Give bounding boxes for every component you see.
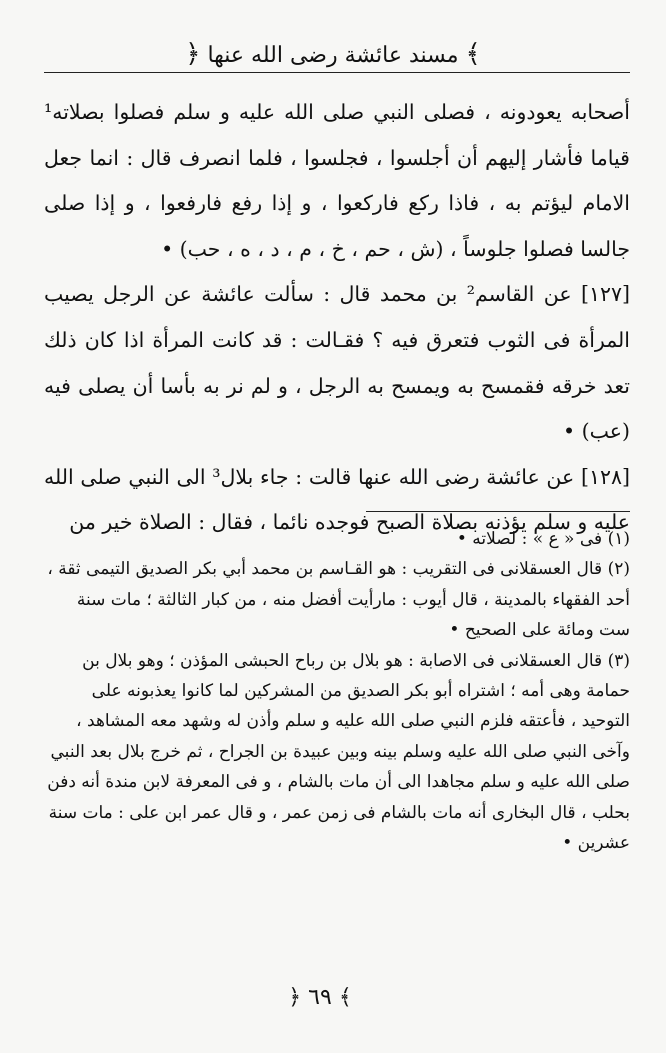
footnote [44, 524, 630, 554]
body-paragraph: أصحابه يعودونه ، فصلى النبي صلى الله عليه و سلم فصلوا بصلاته¹ قياما فأشار إليهم أن أجلسوا ، فجلسوا ، فلما انصرف قال : انما جعل الامام ليؤتم به ، فاذا ركع فاركعوا ، و إذا رفع فارفعوا ، و إذا صلى جالسا فصلوا جلوساً ، (ش ، حم ، خ ، م ، د ، ه ، حب) • [44, 100, 630, 261]
footnote-text: فى « ع » : لصلاته • [456, 529, 603, 549]
footnotes [44, 524, 630, 858]
running-header [40, 36, 626, 72]
header-right-brace: ﴾ [465, 39, 481, 69]
body-paragraph: [١٢٨] عن عائشة رضى الله عنها قالت : جاء بلال³ الى النبي صلى الله عليه و سلم يؤذنه بصلاة الصبح فوجده نائما ، فقال : الصلاة خير من [44, 464, 630, 535]
main-text [44, 90, 630, 546]
footnote-text: قال العسقلانى فى التقريب : هو القـاسم بن محمد أبي بكر الصديق التيمى ثقة ، أحد الفقهاء بالمدينة ، قال أيوب : مارأيت أفضل منه ، من كبار الثالثة ؛ مات سنة ست ومائة على الصحيح • [47, 559, 630, 641]
footnote [44, 554, 630, 645]
page-number-left-brace: ﴿ [288, 985, 302, 1010]
footnote-number: (١) [607, 529, 630, 549]
header-divider [44, 72, 630, 73]
header-left-brace: ﴿ [185, 39, 201, 69]
header-title: مسند عائشة رضى الله عنها [207, 43, 459, 68]
page-number [270, 980, 370, 1016]
footnote-number: (٣) [607, 650, 630, 671]
footnote-text: قال العسقلانى فى الاصابة : هو بلال بن رباح الحبشى المؤذن ؛ وهو بلال بن حمامة وهى أمه ؛ اشتراه أبو بكر الصديق من المشركين لما كانوا يعذبونه على التوحيد ، فأعتقه فلزم النبي صلى الله عليه و سلم وأذن له وشهد معه المشاهد ، وآخى النبي صلى الله عليه وسلم بينه وبين عبيدة بن الجراح ، ثم خرج بلال بعد النبي صلى الله عليه و سلم مجاهدا الى أن مات بالشام ، و فى المعرفة لابن مندة أنه دفن بحلب ، قال البخارى أنه مات بالشام فى زمن عمر ، و قال عمر ابن على : مات سنة عشرين • [47, 650, 630, 854]
footnote [44, 646, 630, 859]
body-paragraph: [١٢٧] عن القاسم² بن محمد قال : سألت عائشة عن الرجل يصيب المرأة فى الثوب فتعرق فيه ؟ فقـالت : قد كانت المرأة اذا كان ذلك تعد خرقه فقمسح به ويمسح به الرجل ، و لم نر به بأسا أن يصلى فيه (عب) • [44, 282, 631, 444]
page-number-value: ٦٩ [308, 985, 332, 1010]
page-number-right-brace: ﴾ [338, 985, 352, 1010]
footnote-divider [366, 511, 630, 512]
footnote-number: (٢) [607, 559, 630, 580]
